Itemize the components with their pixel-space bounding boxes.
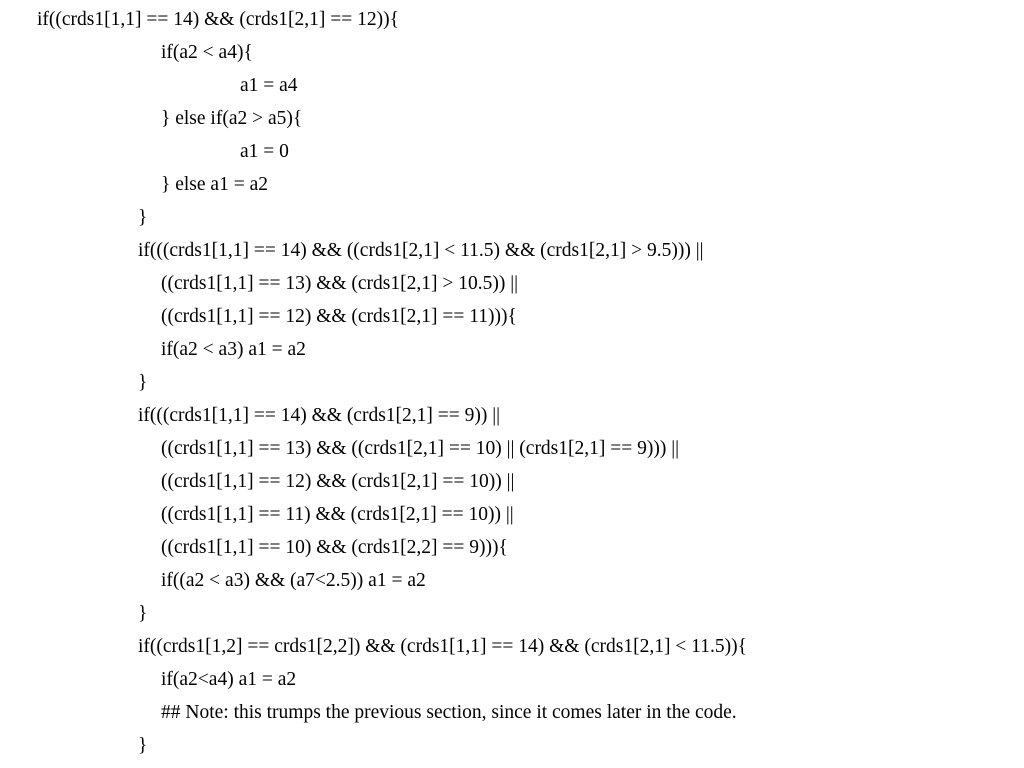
code-line: a1 = 0 bbox=[240, 141, 289, 162]
code-line: if(((crds1[1,1] == 14) && ((crds1[2,1] < 11.5) && (crds1[2,1] > 9.5))) || bbox=[138, 240, 704, 261]
code-line: ((crds1[1,1] == 11) && (crds1[2,1] == 10)) || bbox=[161, 504, 514, 525]
code-line: } bbox=[138, 603, 148, 624]
code-line: if((a2 < a3) && (a7<2.5)) a1 = a2 bbox=[161, 570, 426, 591]
code-line: if(a2<a4) a1 = a2 bbox=[161, 669, 297, 690]
code-line: } bbox=[138, 735, 148, 756]
code-line: ((crds1[1,1] == 12) && (crds1[2,1] == 10)) || bbox=[161, 471, 515, 492]
code-line: ((crds1[1,1] == 10) && (crds1[2,2] == 9))){ bbox=[161, 537, 508, 558]
code-line: } bbox=[138, 207, 148, 228]
code-line: if(a2 < a4){ bbox=[161, 42, 253, 63]
code-line: ((crds1[1,1] == 12) && (crds1[2,1] == 11))){ bbox=[161, 306, 517, 327]
code-line: } bbox=[138, 372, 148, 393]
code-line: if(a2 < a3) a1 = a2 bbox=[161, 339, 306, 360]
code-line: if(((crds1[1,1] == 14) && (crds1[2,1] == 9)) || bbox=[138, 405, 501, 426]
code-line: ((crds1[1,1] == 13) && ((crds1[2,1] == 10) || (crds1[2,1] == 9))) || bbox=[161, 438, 680, 459]
code-line: } else a1 = a2 bbox=[161, 174, 268, 195]
code-comment: ## Note: this trumps the previous section, since it comes later in the code. bbox=[161, 702, 737, 723]
code-line: if((crds1[1,1] == 14) && (crds1[2,1] == 12)){ bbox=[37, 9, 400, 30]
code-line: ((crds1[1,1] == 13) && (crds1[2,1] > 10.5)) || bbox=[161, 273, 519, 294]
code-line: a1 = a4 bbox=[240, 75, 298, 96]
code-line: } else if(a2 > a5){ bbox=[161, 108, 303, 129]
code-line: if((crds1[1,2] == crds1[2,2]) && (crds1[1,1] == 14) && (crds1[2,1] < 11.5)){ bbox=[138, 636, 747, 657]
